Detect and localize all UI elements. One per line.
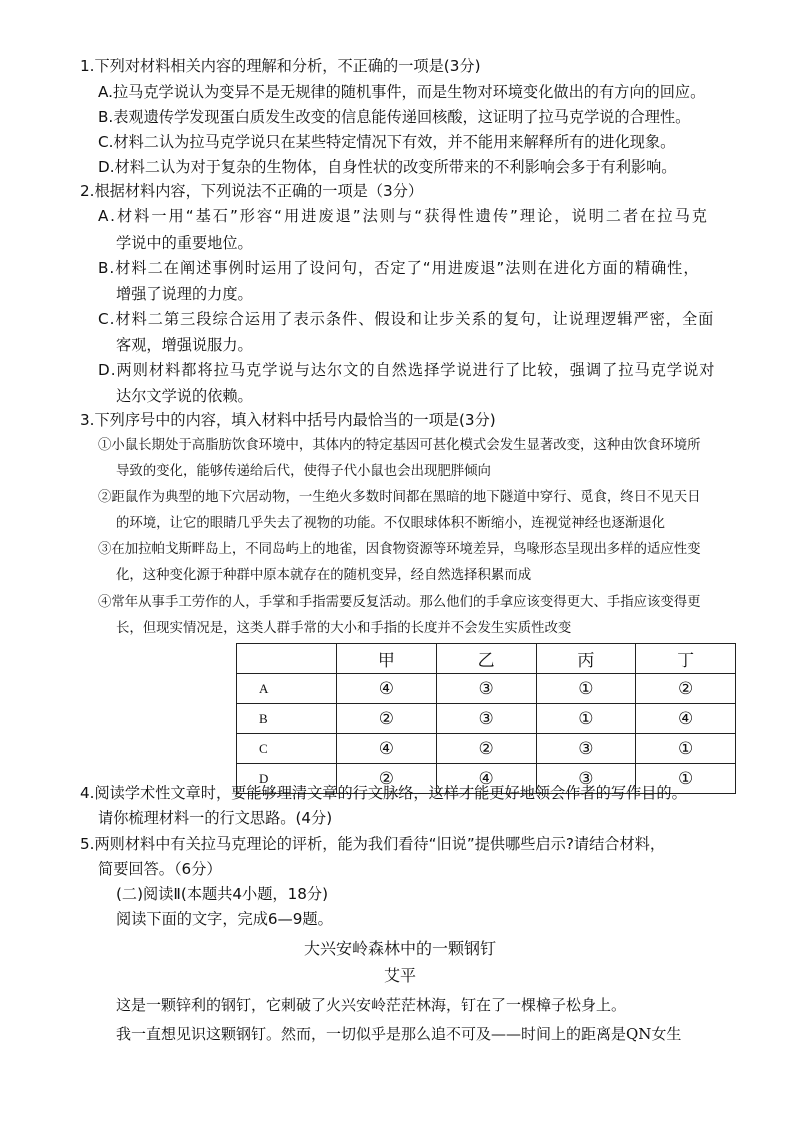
q1-option-d: D.材料二认为对于复杂的生物体，自身性状的改变所带来的不利影响会多于有利影响。 xyxy=(98,158,677,176)
table-row xyxy=(237,704,736,734)
table-header-cell: 丁 xyxy=(636,644,736,674)
table-cell: ① xyxy=(536,704,636,734)
table-cell: ④ xyxy=(337,674,437,704)
q3-stem: 3.下列序号中的内容，填入材料中括号内最恰当的一项是(3分) xyxy=(80,411,496,429)
q1-stem: 1.下列对材料相关内容的理解和分析，不正确的一项是(3分) xyxy=(80,57,481,75)
q3-item-3-line1: ③在加拉帕戈斯畔岛上，不同岛屿上的地雀，因食物资源等环境差异，鸟喙形态呈现出多样的适应性变 xyxy=(98,542,701,557)
answer-choice-table xyxy=(236,643,736,794)
article-author: 艾平 xyxy=(383,966,416,985)
section-instruction: 阅读下面的文字，完成6—9题。 xyxy=(116,910,333,928)
q2-option-a-line2: 学说中的重要地位。 xyxy=(116,234,253,252)
q2-option-b-line1: B.材料二在阐述事例时运用了设问句，否定了“用进废退”法则在进化方面的精确性， xyxy=(98,259,700,277)
q3-item-2-line2: 的环境，让它的眼睛几乎失去了视物的功能。不仅眼球体积不断缩小，连视觉神经也逐渐退化 xyxy=(116,516,666,531)
table-cell: ② xyxy=(337,764,437,794)
q1-option-b: B.表观遗传学发现蛋白质发生改变的信息能传递回核酸，这证明了拉马克学说的合理性。 xyxy=(98,108,691,126)
article-paragraph-1: 这是一颗锌利的钢钉，它刺破了火兴安岭茫茫林海，钉在了一棵樟子松身上。 xyxy=(116,996,627,1014)
q4-line2: 请你梳理材料一的行文思路。(4分) xyxy=(98,809,333,827)
q3-item-1-line1: ①小鼠长期处于高脂肪饮食环境中，其体内的特定基因可甚化模式会发生显著改变，这种由饮食环境所 xyxy=(98,438,701,453)
table-cell: ① xyxy=(636,734,736,764)
table-cell: ③ xyxy=(436,674,536,704)
q2-option-a-line1: A.材料一用“基石”形容“用进废退”法则与“获得性遗传”理论，说明二者在拉马克 xyxy=(98,207,709,225)
row-label: B xyxy=(237,704,337,734)
section-heading: (二)阅读Ⅱ(本题共4小题，18分) xyxy=(116,885,329,903)
table-cell: ④ xyxy=(436,764,536,794)
table-header-cell: 乙 xyxy=(436,644,536,674)
table-cell: ① xyxy=(536,674,636,704)
q1-option-a: A.拉马克学说认为变异不是无规律的随机事件，而是生物对环境变化做出的有方向的回应。 xyxy=(98,83,706,101)
table-header-cell: 丙 xyxy=(536,644,636,674)
q2-option-c-line2: 客观，增强说服力。 xyxy=(116,336,253,354)
q4-line1: 4.阅读学术性文章时，要能够理清文章的行文脉络，这样才能更好地领会作者的写作目的。 xyxy=(80,784,687,802)
table-cell: ④ xyxy=(337,734,437,764)
q3-item-4-line1: ④常年从事手工劳作的人，手掌和手指需要反复活动。那么他们的手拿应该变得更大、手指应该变得更 xyxy=(98,595,701,610)
q2-option-d-line1: D.两则材料都将拉马克学说与达尔文的自然选择学说进行了比较，强调了拉马克学说对 xyxy=(98,361,716,379)
q2-stem: 2.根据材料内容，下列说法不正确的一项是（3分） xyxy=(80,182,424,200)
table-cell: ② xyxy=(337,704,437,734)
table-cell: ③ xyxy=(536,764,636,794)
q5-line1: 5.两则材料中有关拉马克理论的评析，能为我们看待“旧说”提供哪些启示?请结合材料， xyxy=(80,835,666,853)
table-header-cell: 甲 xyxy=(337,644,437,674)
article-paragraph-2: 我一直想见识这颗钢钉。然而，一切似乎是那么追不可及——时间上的距离是QN女生 xyxy=(116,1025,682,1043)
q5-line2: 简要回答。（6分） xyxy=(98,860,222,878)
table-cell: ① xyxy=(636,764,736,794)
table-cell: ③ xyxy=(436,704,536,734)
row-label: A xyxy=(237,674,337,704)
q3-item-1-line2: 导致的变化，能够传递给后代，使得子代小鼠也会出现肥胖倾向 xyxy=(116,464,491,479)
q1-option-c: C.材料二认为拉马克学说只在某些特定情况下有效，并不能用来解释所有的进化现象。 xyxy=(98,133,676,151)
table-header-row xyxy=(237,644,736,674)
q2-option-d-line2: 达尔文学说的依赖。 xyxy=(116,387,253,405)
row-label: C xyxy=(237,734,337,764)
q2-option-b-line2: 增强了说理的力度。 xyxy=(116,285,253,303)
table-cell: ② xyxy=(636,674,736,704)
table-cell: ② xyxy=(436,734,536,764)
row-label: D xyxy=(237,764,337,794)
q3-item-3-line2: 化，这种变化源于种群中原本就存在的随机变异，经自然选择积累而成 xyxy=(116,568,532,583)
table-cell: ④ xyxy=(636,704,736,734)
table-row xyxy=(237,674,736,704)
table-header-cell xyxy=(237,644,337,674)
q2-option-c-line1: C.材料二第三段综合运用了表示条件、假设和让步关系的复句，让说理逻辑严密，全面 xyxy=(98,310,715,328)
table-cell: ③ xyxy=(536,734,636,764)
article-title: 大兴安岭森林中的一颗钢钉 xyxy=(303,939,496,958)
table-row xyxy=(237,734,736,764)
q3-item-4-line2: 长，但现实情况是，这类人群手常的大小和手指的长度并不会发生实质性改变 xyxy=(116,621,572,636)
q3-item-2-line1: ②距鼠作为典型的地下穴居动物，一生绝火多数时间都在黑暗的地下隧道中穿行、觅食，终日不见天日 xyxy=(98,490,701,505)
